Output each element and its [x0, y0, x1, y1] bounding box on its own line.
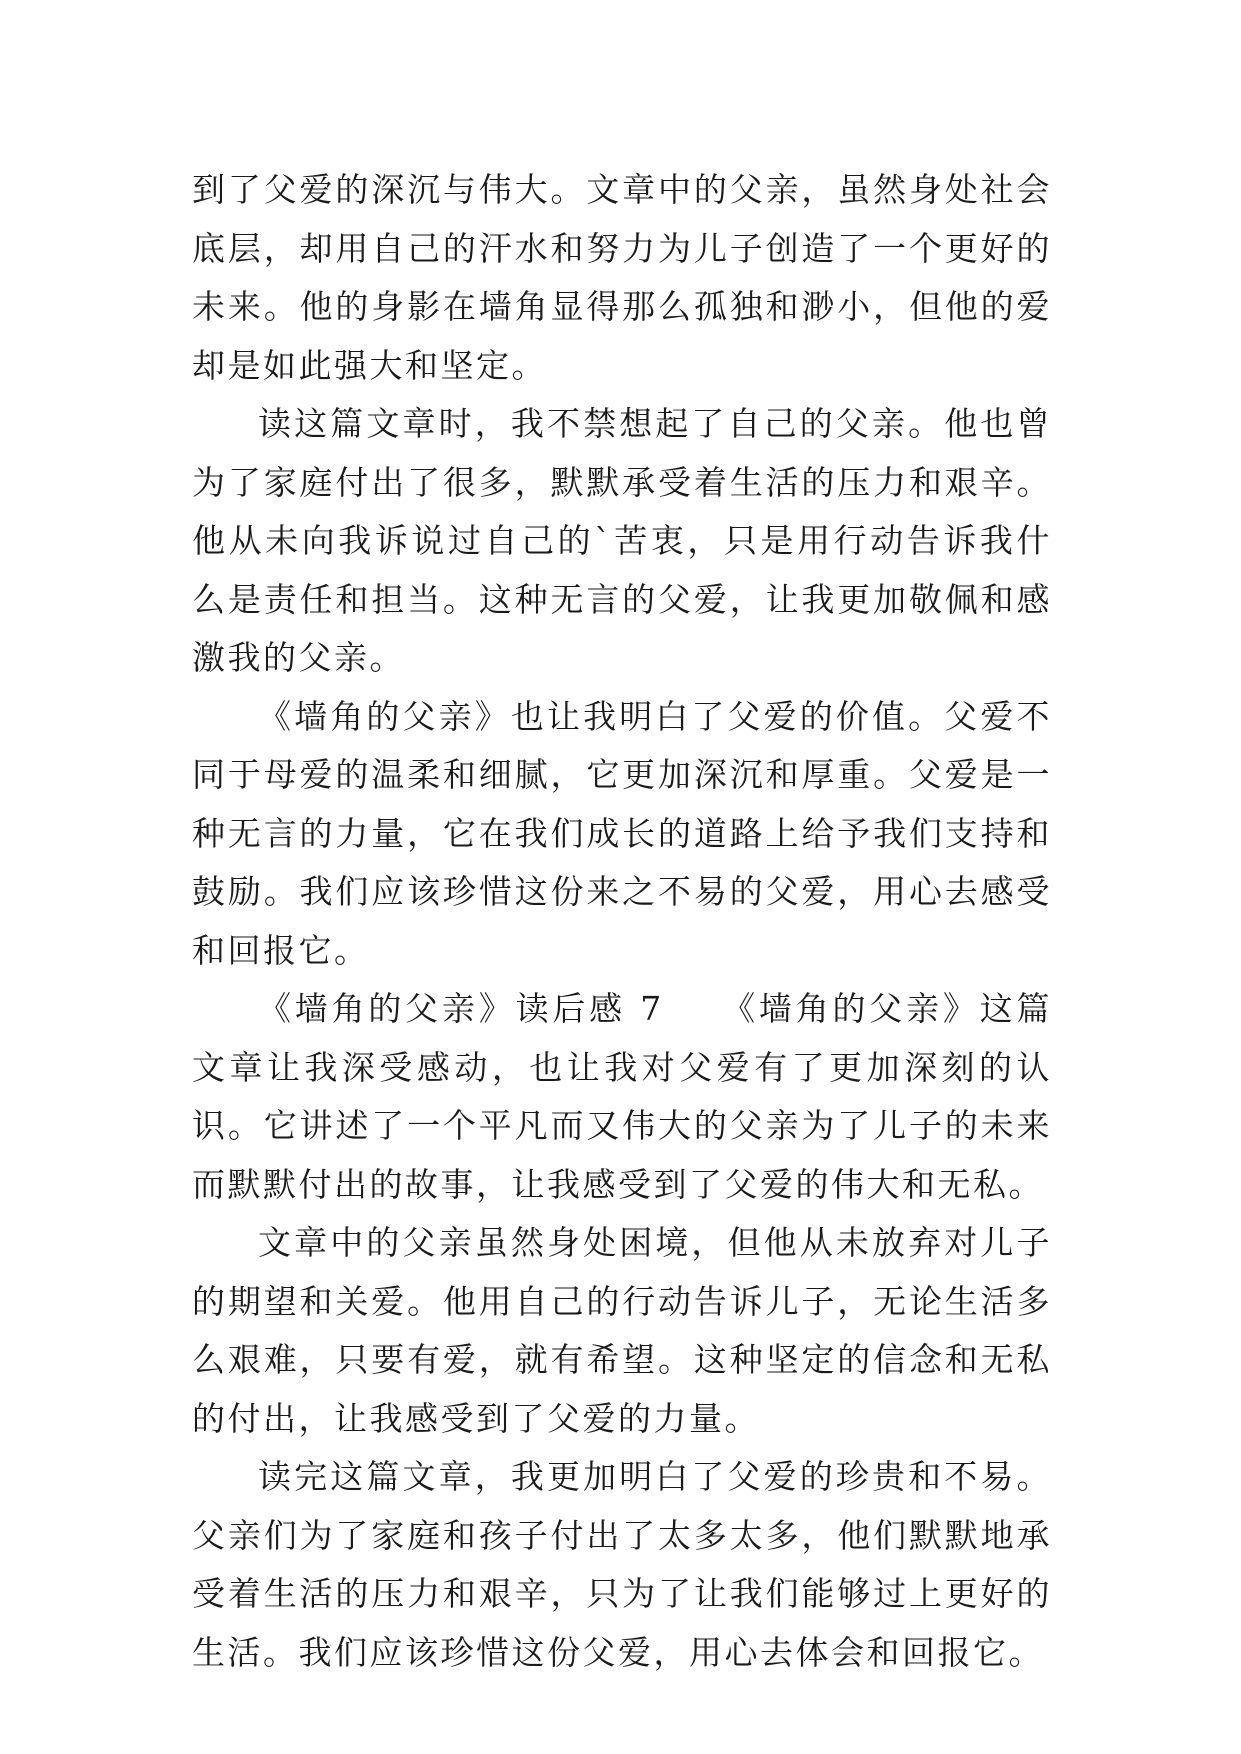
- paragraph-5: 文章中的父亲虽然身处困境，但他从未放弃对儿子的期望和关爱。他用自己的行动告诉儿子，无论生活多么艰难，只要有爱，就有希望。这种坚定的信念和无私的付出，让我感受到了父爱的力量。: [192, 1223, 1052, 1438]
- paragraph-4: 《墙角的父亲》读后感 7 《墙角的父亲》这篇文章让我深受感动，也让我对父爱有了更加深刻的认识。它讲述了一个平凡而又伟大的父亲为了儿子的未来而默默付出的故事，让我感受到了父爱的伟大和无私。: [192, 989, 1052, 1204]
- article-body: [192, 161, 1052, 1682]
- paragraph-1: 到了父爱的深沉与伟大。文章中的父亲，虽然身处社会底层，却用自己的汗水和努力为儿子创造了一个更好的未来。他的身影在墙角显得那么孤独和渺小，但他的爱却是如此强大和坚定。: [192, 170, 1052, 385]
- paragraph-3: 《墙角的父亲》也让我明白了父爱的价值。父爱不同于母爱的温柔和细腻，它更加深沉和厚重。父爱是一种无言的力量，它在我们成长的道路上给予我们支持和鼓励。我们应该珍惜这份来之不易的父爱，用心去感受和回报它。: [192, 696, 1052, 970]
- paragraph-6: 读完这篇文章，我更加明白了父爱的珍贵和不易。父亲们为了家庭和孩子付出了太多太多，他们默默地承受着生活的压力和艰辛，只为了让我们能够过上更好的生活。我们应该珍惜这份父爱，用心去体会和回报它。: [192, 1457, 1052, 1672]
- paragraph-2: 读这篇文章时，我不禁想起了自己的父亲。他也曾为了家庭付出了很多，默默承受着生活的压力和艰辛。他从未向我诉说过自己的`苦衷，只是用行动告诉我什么是责任和担当。这种无言的父爱，让我更加敬佩和感激我的父亲。: [192, 404, 1052, 677]
